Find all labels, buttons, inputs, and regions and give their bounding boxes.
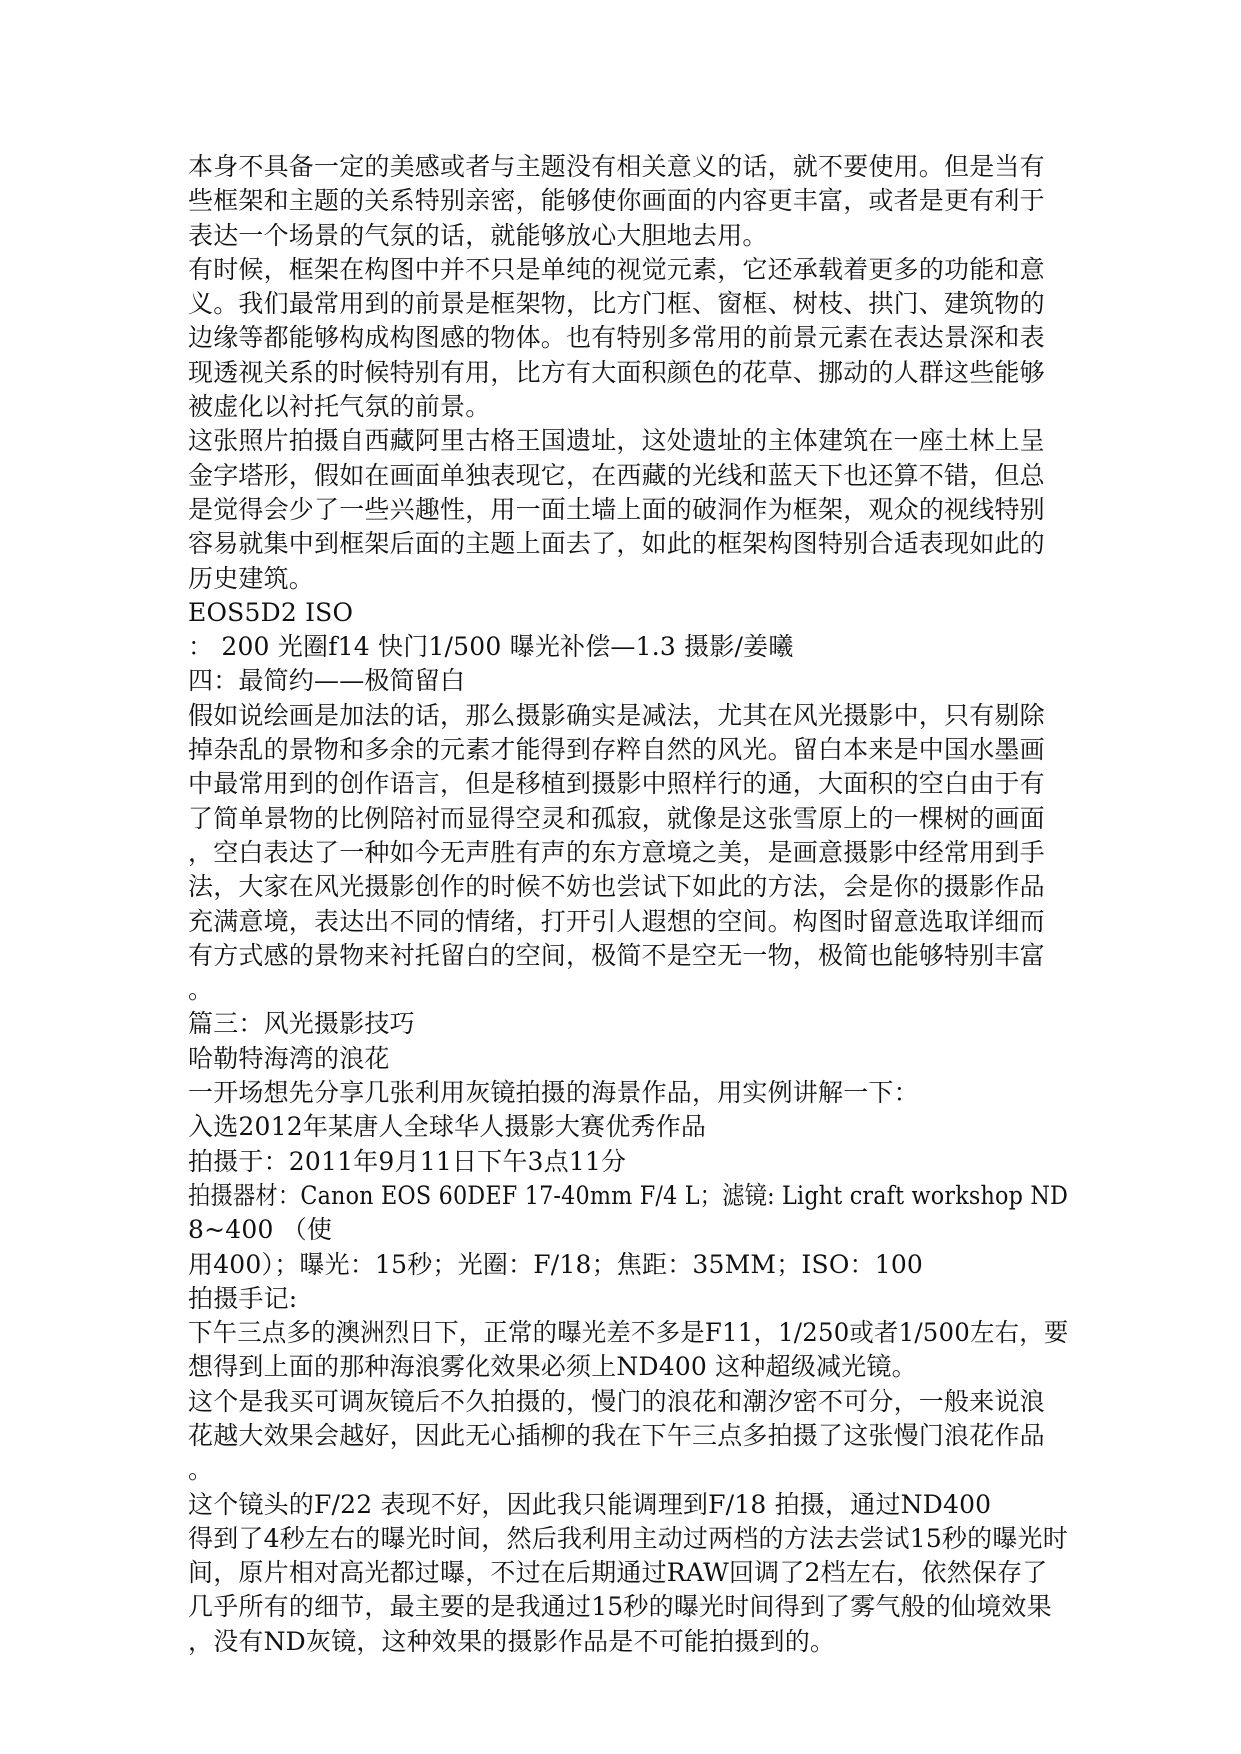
text-line: 了简单景物的比例陪衬而显得空灵和孤寂，就像是这张雪原上的一棵树的画面 <box>188 803 1045 833</box>
text-line: 拍摄手记: <box>188 1283 298 1313</box>
text-line: 假如说绘画是加法的话，那么摄影确实是减法，尤其在风光摄影中，只有剔除 <box>188 700 1045 730</box>
text-line: 。 <box>188 1455 214 1485</box>
text-line: 义。我们最常用到的前景是框架物，比方门框、窗框、树枝、拱门、建筑物的 <box>188 289 1045 319</box>
text-line: 被虚化以衬托气氛的前景。 <box>188 392 491 422</box>
document-body <box>188 150 1068 1659</box>
text-line: 想得到上面的那种海浪雾化效果必须上ND400 这种超级减光镜。 <box>188 1352 917 1382</box>
text-line: ，没有ND灰镜，这种效果的摄影作品是不可能拍摄到的。 <box>188 1626 836 1656</box>
text-line: 花越大效果会越好，因此无心插柳的我在下午三点多拍摄了这张慢门浪花作品 <box>188 1420 1045 1450</box>
text-line: 有方式感的景物来衬托留白的空间，极简不是空无一物，极简也能够特别丰富 <box>188 940 1045 970</box>
text-line: 法，大家在风光摄影创作的时候不妨也尝试下如此的方法，会是你的摄影作品 <box>188 872 1045 902</box>
text-line: 是觉得会少了一些兴趣性，用一面土墙上面的破洞作为框架，观众的视线特别 <box>188 494 1045 524</box>
text-line: 。 <box>188 975 214 1005</box>
text-line: 这张照片拍摄自西藏阿里古格王国遗址，这处遗址的主体建筑在一座土林上呈 <box>188 426 1045 456</box>
text-line: 金字塔形，假如在画面单独表现它，在西藏的光线和蓝天下也还算不错，但总 <box>188 460 1045 490</box>
text-line: 间，原片相对高光都过曝，不过在后期通过RAW回调了2档左右，依然保存了 <box>188 1558 1048 1588</box>
text-line: 入选2012年某唐人全球华人摄影大赛优秀作品 <box>188 1112 707 1142</box>
text-line: ，空白表达了一种如今无声胜有声的东方意境之美，是画意摄影中经常用到手 <box>188 837 1045 867</box>
text-line: 本身不具备一定的美感或者与主题没有相关意义的话，就不要使用。但是当有 <box>188 152 1045 181</box>
text-line: 现透视关系的时候特别有用，比方有大面积颜色的花草、挪动的人群这些能够 <box>188 357 1045 387</box>
text-line: 掉杂乱的景物和多余的元素才能得到存粹自然的风光。留白本来是中国水墨画 <box>188 735 1045 765</box>
text-line: 下午三点多的澳洲烈日下，正常的曝光差不多是F11，1/250或者1/500左右，要 <box>188 1318 1069 1348</box>
text-line: 得到了4秒左右的曝光时间，然后我利用主动过两档的方法去尝试15秒的曝光时 <box>188 1523 1068 1553</box>
text-line: 有时候，框架在构图中并不只是单纯的视觉元素，它还承载着更多的功能和意 <box>188 254 1045 284</box>
text-line: 中最常用到的创作语言，但是移植到摄影中照样行的通，大面积的空白由于有 <box>188 769 1045 799</box>
text-line: 一开场想先分享几张利用灰镜拍摄的海景作品，用实例讲解一下： <box>188 1078 919 1108</box>
text-line: 拍摄器材：Canon EOS 60DEF 17-40mm F/4 L；滤镜: Light craft workshop ND <box>188 1180 1069 1210</box>
text-line: 拍摄于：2011年9月11日下午3点11分 <box>188 1146 627 1176</box>
text-line: 这个是我买可调灰镜后不久拍摄的，慢门的浪花和潮汐密不可分，一般来说浪 <box>188 1386 1045 1416</box>
text-line: 几乎所有的细节，最主要的是我通过15秒的曝光时间得到了雾气般的仙境效果 <box>188 1592 1052 1622</box>
text-line: 容易就集中到框架后面的主题上面去了，如此的框架构图特别合适表现如此的 <box>188 529 1045 559</box>
text-line: 这个镜头的F/22 表现不好，因此我只能调理到F/18 拍摄，通过ND400 <box>188 1489 992 1519</box>
text-line: 四：最简约——极简留白 <box>188 666 466 696</box>
text-line: 表达一个场景的气氛的话，就能够放心大胆地去用。 <box>188 220 768 250</box>
text-line: 些框架和主题的关系特别亲密，能够使你画面的内容更丰富，或者是更有利于 <box>188 186 1045 216</box>
text-line: 篇三：风光摄影技巧 <box>188 1009 415 1039</box>
text-line: 哈勒特海湾的浪花 <box>188 1043 390 1073</box>
text-line: 充满意境，表达出不同的情绪，打开引人遐想的空间。构图时留意选取详细而 <box>188 906 1045 936</box>
text-line: EOS5D2 ISO <box>188 597 354 627</box>
text-line: 历史建筑。 <box>188 563 315 593</box>
text-line: 用400）；曝光：15秒；光圈：F/18；焦距：35MM；ISO：100 <box>188 1249 924 1279</box>
text-line: 8~400 （使 <box>188 1215 333 1245</box>
text-line: 边缘等都能够构成构图感的物体。也有特别多常用的前景元素在表达景深和表 <box>188 323 1045 353</box>
text-line: ： 200 光圈f14 快门1/500 曝光补偿—1.3 摄影/姜曦 <box>188 632 794 662</box>
